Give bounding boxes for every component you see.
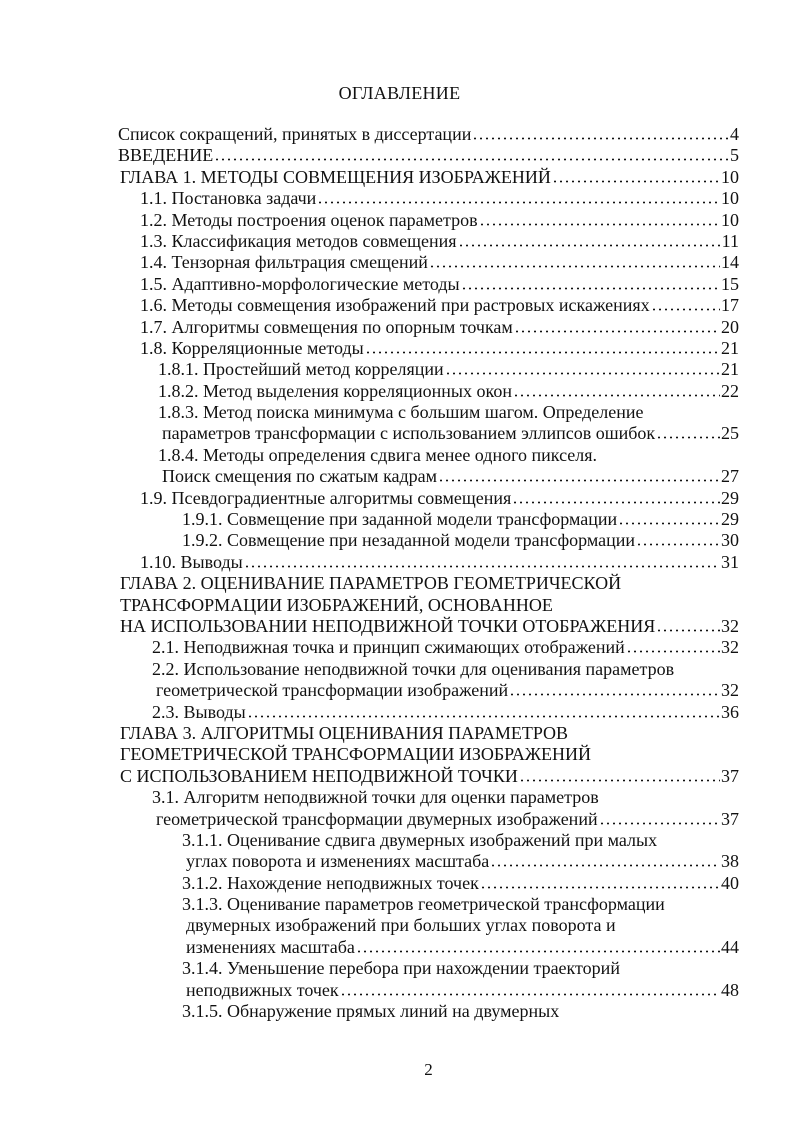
dot-leader: [244, 565, 720, 568]
toc-page-number: 32: [721, 615, 739, 636]
toc-entry-text: ГЛАВА 1. МЕТОДЫ СОВМЕЩЕНИЯ ИЗОБРАЖЕНИЙ: [120, 166, 551, 187]
toc-entry-line: [0, 680, 739, 701]
toc-entry-text: 3.1.4. Уменьшение перебора при нахождении траекторий: [182, 958, 620, 979]
toc-entry-text: геометрической трансформации двумерных изображений: [156, 808, 598, 829]
toc-entry-text: ВВЕДЕНИЕ: [118, 145, 214, 166]
toc-page-number: 29: [721, 487, 739, 508]
toc-entry-text: С ИСПОЛЬЗОВАНИЕМ НЕПОДВИЖНОЙ ТОЧКИ: [120, 765, 518, 786]
toc-entry-line: [0, 659, 739, 680]
toc-page-number: 10: [721, 166, 739, 187]
toc-entry-text: углах поворота и изменениях масштаба: [186, 851, 490, 872]
toc-entry-text: 1.9. Псевдоградиентные алгоритмы совмещения: [140, 487, 512, 508]
dot-leader: [461, 287, 720, 290]
toc-entry-text: 1.8. Корреляционные методы: [140, 337, 364, 358]
dot-leader: [514, 330, 720, 333]
dot-leader: [365, 351, 720, 354]
toc-entry-line: [0, 231, 739, 252]
toc-page-number: 14: [721, 252, 739, 273]
dot-leader: [490, 864, 720, 867]
toc-entry-text: параметров трансформации с использованием эллипсов ошибок: [162, 423, 656, 444]
toc-entry-line: [0, 766, 739, 787]
dot-leader: [512, 501, 720, 504]
dot-leader: [356, 950, 720, 953]
toc-entry-line: [0, 488, 739, 509]
toc-entry-line: [0, 252, 739, 273]
toc-entry-text: 1.2. Методы построения оценок параметров: [140, 209, 478, 230]
dot-leader: [480, 886, 720, 889]
dot-leader: [519, 779, 720, 782]
toc-entry-line: [0, 145, 739, 166]
toc-entry-text: 2.3. Выводы: [152, 701, 246, 722]
toc-entry-line: [0, 637, 739, 658]
toc-entry-line: [0, 851, 739, 872]
toc-page-number: 36: [721, 701, 739, 722]
toc-entry-line: [0, 873, 739, 894]
dot-leader: [513, 394, 720, 397]
toc-entry-line: [0, 124, 739, 145]
toc-page-number: 48: [721, 979, 739, 1000]
toc-entry-line: [0, 359, 739, 380]
toc-page-number: 10: [721, 188, 739, 209]
toc-entry-text: 1.8.3. Метод поиска минимума с большим шагом. Определение: [158, 402, 644, 423]
toc-entry-line: [0, 188, 739, 209]
toc-entry-line: [0, 595, 739, 616]
dot-leader: [599, 822, 720, 825]
toc-entry-line: [0, 423, 739, 444]
toc-entry-text: 3.1. Алгоритм неподвижной точки для оценки параметров: [152, 787, 599, 808]
dot-leader: [656, 629, 720, 632]
toc-page-number: 38: [721, 851, 739, 872]
table-of-contents: [0, 124, 739, 1022]
toc-entry-line: [0, 274, 739, 295]
toc-entry-text: 2.2. Использование неподвижной точки для оценивания параметров: [152, 658, 675, 679]
page-number: 2: [424, 1060, 433, 1079]
dot-leader: [214, 158, 729, 161]
dot-leader: [458, 244, 721, 247]
toc-title: ОГЛАВЛЕНИЕ: [338, 83, 461, 103]
toc-entry-line: [0, 466, 739, 487]
toc-entry-text: 3.1.2. Нахождение неподвижных точек: [182, 872, 479, 893]
dot-leader: [472, 137, 729, 140]
toc-entry-line: [0, 787, 739, 808]
toc-entry-line: [0, 809, 739, 830]
toc-page-number: 22: [721, 380, 739, 401]
toc-entry-text: ГЛАВА 3. АЛГОРИТМЫ ОЦЕНИВАНИЯ ПАРАМЕТРОВ: [120, 722, 569, 743]
dot-leader: [636, 543, 720, 546]
toc-entry-text: Поиск смещения по сжатым кадрам: [162, 466, 438, 487]
toc-entry-line: [0, 915, 739, 936]
toc-page-number: 17: [721, 295, 739, 316]
toc-entry-line: [0, 894, 739, 915]
toc-page-number: 11: [721, 230, 739, 251]
toc-entry-text: ГЛАВА 2. ОЦЕНИВАНИЕ ПАРАМЕТРОВ ГЕОМЕТРИЧЕСКОЙ: [120, 573, 622, 594]
toc-entry-text: 1.7. Алгоритмы совмещения по опорным точкам: [140, 316, 513, 337]
dot-leader: [626, 650, 720, 653]
dot-leader: [479, 223, 720, 226]
toc-page-number: 15: [721, 273, 739, 294]
toc-entry-line: [0, 552, 739, 573]
toc-page-number: 21: [721, 337, 739, 358]
toc-page-number: 40: [721, 872, 739, 893]
toc-entry-text: 1.9.2. Совмещение при незаданной модели трансформации: [182, 530, 636, 551]
toc-entry-text: двумерных изображений при больших углах поворота и: [186, 915, 616, 936]
dot-leader: [429, 265, 720, 268]
toc-entry-text: 1.10. Выводы: [140, 551, 243, 572]
toc-entry-line: [0, 295, 739, 316]
toc-entry-line: [0, 958, 739, 979]
toc-entry-line: [0, 573, 739, 594]
toc-entry-line: [0, 210, 739, 231]
toc-entry-line: [0, 830, 739, 851]
toc-entry-line: [0, 402, 739, 423]
toc-entry-text: 3.1.1. Оценивание сдвига двумерных изображений при малых: [182, 829, 658, 850]
toc-entry-line: [0, 744, 739, 765]
dot-leader: [651, 308, 720, 311]
toc-entry-text: НА ИСПОЛЬЗОВАНИИ НЕПОДВИЖНОЙ ТОЧКИ ОТОБРАЖЕНИЯ: [120, 615, 656, 636]
toc-entry-line: [0, 530, 739, 551]
toc-page-number: 10: [721, 209, 739, 230]
toc-entry-text: 1.8.2. Метод выделения корреляционных окон: [158, 380, 512, 401]
toc-page-number: 37: [721, 808, 739, 829]
toc-entry-text: неподвижных точек: [186, 979, 339, 1000]
dot-leader: [317, 201, 720, 204]
toc-page-number: 4: [730, 124, 739, 144]
toc-entry-text: ГЕОМЕТРИЧЕСКОЙ ТРАНСФОРМАЦИИ ИЗОБРАЖЕНИЙ: [120, 744, 591, 765]
dot-leader: [552, 180, 720, 183]
dot-leader: [656, 436, 720, 439]
toc-entry-text: 1.9.1. Совмещение при заданной модели трансформации: [182, 509, 618, 530]
toc-page-number: 27: [721, 466, 739, 487]
toc-entry-text: 1.4. Тензорная фильтрация смещений: [140, 252, 428, 273]
toc-entry-text: 1.6. Методы совмещения изображений при растровых искажениях: [140, 295, 650, 316]
toc-page-number: 30: [721, 530, 739, 551]
toc-page-number: 20: [721, 316, 739, 337]
toc-entry-line: [0, 445, 739, 466]
toc-entry-text: Список сокращений, принятых в диссертации: [118, 124, 472, 144]
toc-entry-text: 3.1.5. Обнаружение прямых линий на двумерных: [182, 1001, 560, 1022]
toc-page-number: 5: [730, 145, 739, 166]
toc-entry-line: [0, 381, 739, 402]
dot-leader: [445, 372, 720, 375]
toc-page-number: 37: [721, 765, 739, 786]
toc-entry-text: 1.8.1. Простейший метод корреляции: [158, 359, 444, 380]
toc-entry-line: [0, 317, 739, 338]
toc-entry-text: 1.8.4. Методы определения сдвига менее одного пикселя.: [158, 444, 598, 465]
toc-page-number: 25: [721, 423, 739, 444]
toc-page-number: 21: [721, 359, 739, 380]
toc-entry-text: 1.3. Классификация методов совмещения: [140, 230, 457, 251]
toc-entry-text: ТРАНСФОРМАЦИИ ИЗОБРАЖЕНИЙ, ОСНОВАННОЕ: [120, 594, 553, 615]
toc-page-number: 31: [721, 551, 739, 572]
toc-entry-text: геометрической трансформации изображений: [156, 680, 509, 701]
toc-entry-text: изменениях масштаба: [186, 936, 355, 957]
toc-entry-line: [0, 937, 739, 958]
toc-entry-text: 3.1.3. Оценивание параметров геометрической трансформации: [182, 894, 665, 915]
dot-leader: [247, 715, 720, 718]
toc-entry-text: 1.5. Адаптивно-морфологические методы: [140, 273, 460, 294]
toc-entry-line: [0, 1001, 739, 1022]
dot-leader: [509, 693, 720, 696]
dot-leader: [438, 479, 720, 482]
toc-page-number: 32: [721, 637, 739, 658]
toc-entry-line: [0, 509, 739, 530]
toc-page-number: 32: [721, 680, 739, 701]
dot-leader: [340, 993, 720, 996]
toc-entry-line: [0, 723, 739, 744]
toc-page-number: 29: [721, 509, 739, 530]
toc-page-number: 44: [721, 936, 739, 957]
toc-entry-line: [0, 702, 739, 723]
toc-entry-line: [0, 167, 739, 188]
toc-entry-line: [0, 338, 739, 359]
toc-entry-line: [0, 980, 739, 1001]
dot-leader: [618, 522, 720, 525]
toc-entry-text: 1.1. Постановка задачи: [140, 188, 317, 209]
toc-entry-line: [0, 616, 739, 637]
toc-entry-text: 2.1. Неподвижная точка и принцип сжимающих отображений: [152, 637, 625, 658]
